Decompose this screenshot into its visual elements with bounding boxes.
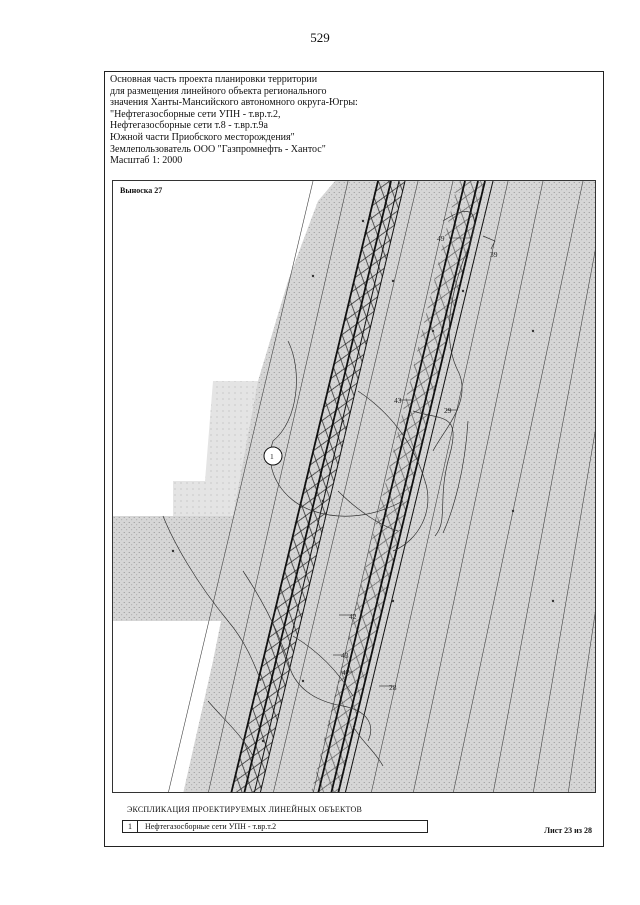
legend-row-number: 1	[123, 821, 138, 832]
title-block	[110, 74, 430, 167]
title-line: Землепользователь ООО "Газпромнефть - Хантос"	[110, 143, 326, 155]
title-line: Нефтегазосборные сети т.8 - т.вр.т.9а	[110, 120, 268, 132]
map-label-42: 42	[349, 612, 357, 621]
page-number: 529	[310, 30, 330, 45]
legend-heading: ЭКСПЛИКАЦИЯ ПРОЕКТИРУЕМЫХ ЛИНЕЙНЫХ ОБЪЕКТОВ	[127, 805, 363, 814]
title-line: Южной части Приобского месторождения"	[110, 131, 295, 143]
legend-table	[122, 820, 428, 833]
title-line: значения Ханты-Мансийского автономного округа-Югры:	[110, 97, 358, 109]
map-label-29: 29	[444, 406, 452, 415]
map-label-43: 43	[341, 651, 349, 660]
scale-line: Масштаб 1: 2000	[110, 155, 183, 167]
map-label-49: 49	[437, 234, 445, 243]
map-label-39: 39	[490, 250, 498, 259]
map-drawing	[113, 181, 596, 793]
sheet-label: Лист 23 из 28	[544, 826, 592, 835]
title-line: для размещения линейного объекта регионального	[110, 85, 327, 97]
title-line: Основная часть проекта планировки территории	[110, 74, 318, 85]
callout-circle-label: 1	[270, 452, 274, 461]
map-label-43: 43	[394, 396, 402, 405]
title-line: "Нефтегазосборные сети УПН - т.вр.т.2,	[110, 108, 281, 120]
legend-row-name: Нефтегазосборные сети УПН - т.вр.т.2	[145, 822, 277, 831]
map-area	[112, 180, 596, 793]
map-label-28: 28	[389, 683, 397, 692]
callout-title: Выноска 27	[120, 186, 163, 195]
map-label-47: 47	[342, 668, 350, 677]
